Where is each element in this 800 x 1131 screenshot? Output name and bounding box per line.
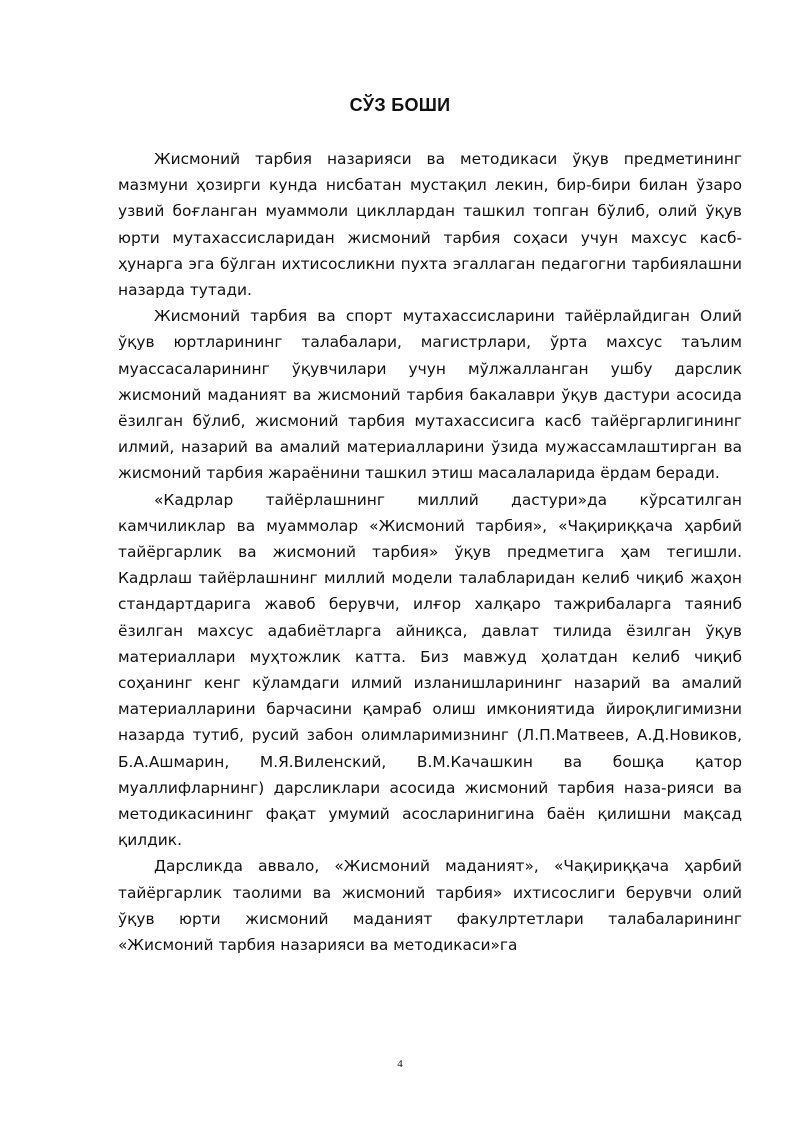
paragraph-4: Дарсликда аввало, «Жисмоний маданият», «Чақириққача ҳарбий тайёргарлик таолими ва жисмоний тарбия» ихтисослиги берувчи олий ўқув юрти жисмоний маданият факулртетлари талабаларининг «Жисмоний тарбия назарияси ва методикаси»га <box>118 857 742 955</box>
paragraph-3: «Кадрлар тайёрлашнинг миллий дастури»да кўрсатилган камчиликлар ва муаммолар «Жисмоний тарбия», «Чақириққача ҳарбий тайёргарлик ва жисмоний тарбия» ўқув предметига ҳам тегишли. Кадрлаш тайёрлашнинг миллий модели талабларидан келиб чиқиб жаҳон стандартдарига жавоб берувчи, илғор халқаро тажрибаларга таяниб ёзилган махсус адабиётларга айниқса, давлат тилида ёзилган ўқув материаллари муҳтожлик катта. Биз мавжуд ҳолатдан келиб чиқиб соҳанинг кенг кўламдаги илмий изланишларининг назарий ва амалий материалларини барчасини қамраб олиш имкониятида йироқлигимизни назарда тутиб, русий забон олимларимизнинг (Л.П.Матвеев, А.Д.Новиков, Б.А.Ашмарин, М.Я.Виленский, В.М.Качашкин ва бошқа қатор муаллифларнинг) дарсликлари асосида жисмоний тарбия наза-рияси ва методикасининг фақат умумий асосларинигина баён қилишни мақсад қилдик. <box>118 490 742 850</box>
paragraph-1: Жисмоний тарбия назарияси ва методикаси ўқув предметининг мазмуни ҳозирги кунда нисбатан мустақил лекин, бир-бири билан ўзаро узвий боғланган муаммоли цикллардан ташкил топган бўлиб, олий ўқув юрти мутахассисларидан жисмоний тарбия соҳаси учун махсус касб-ҳунарга эга бўлган ихтисосликни пухта эгаллаган педагогни тарбиялашни назарда тутади. <box>118 150 742 300</box>
body-text <box>118 146 742 958</box>
paragraph-2: Жисмоний тарбия ва спорт мутахассисларини тайёрлайдиган Олий ўқув юртларининг талабалари, магистрлари, ўрта махсус таълим муассасаларининг ўқувчилари учун мўлжалланган ушбу дарслик жисмоний маданият ва жисмоний тарбия бакалаври ўқув дастури асосида ёзилган бўлиб, жисмоний тарбия мутахассисига касб тайёргарлигининг илмий, назарий ва амалий материалларини ўзида мужассамлаштирган ва жисмоний тарбия жараёнини ташкил этиш масалаларида ёрдам беради. <box>118 307 742 483</box>
page-title: СЎЗ БОШИ <box>349 95 451 115</box>
page-number: 4 <box>397 1058 403 1070</box>
